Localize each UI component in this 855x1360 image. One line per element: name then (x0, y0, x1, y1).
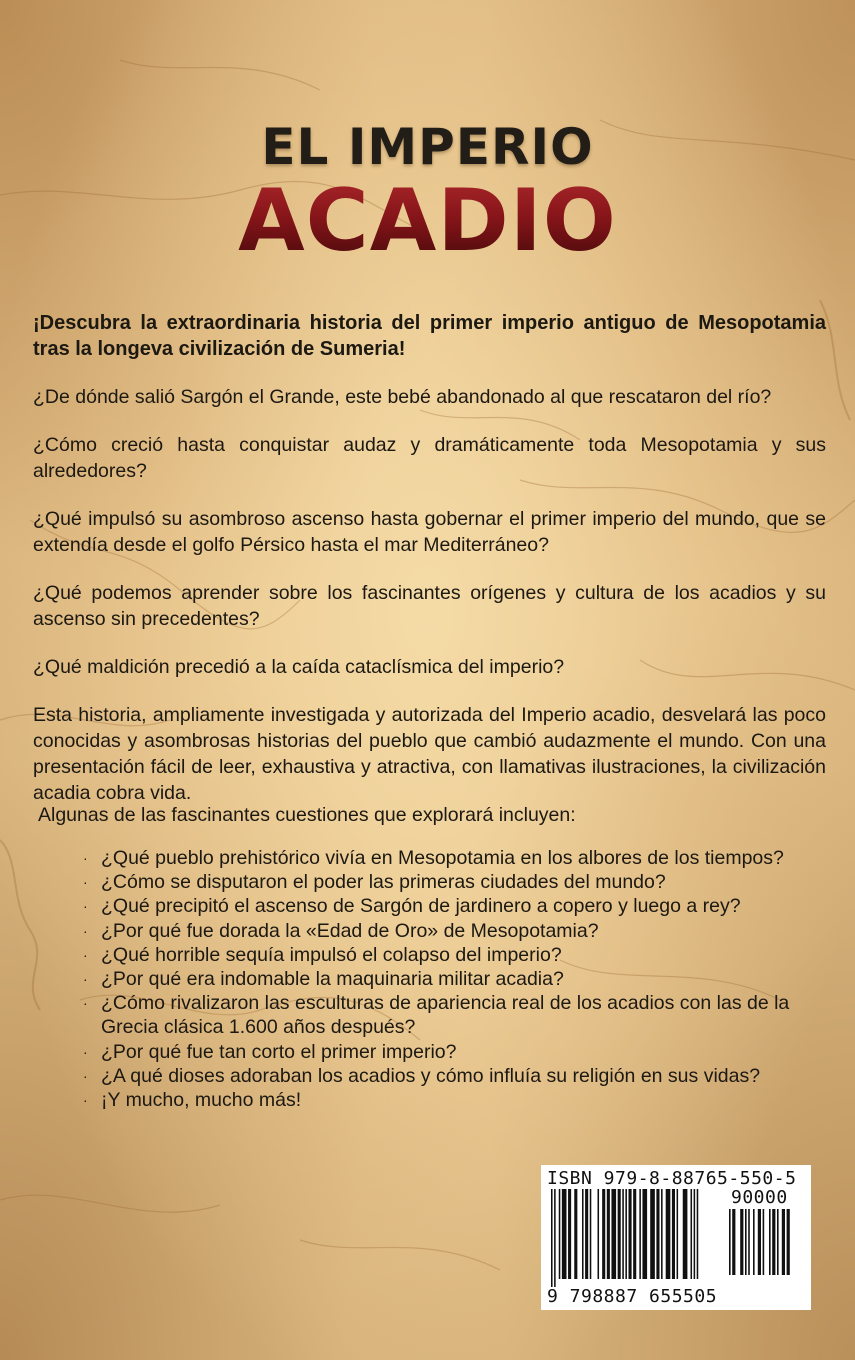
barcode-bar (598, 1189, 600, 1279)
list-item (83, 967, 813, 991)
barcode-bar (777, 1209, 779, 1275)
barcode-bar (585, 1189, 588, 1279)
barcode-bar (691, 1189, 693, 1279)
bullet-icon: · (83, 1067, 88, 1084)
barcode-bar (683, 1189, 688, 1279)
question-paragraph: ¿Qué maldición precedió a la caída cataclísmica del imperio? (33, 656, 565, 678)
list-item-text: ¿Qué horrible sequía impulsó el colapso del imperio? (101, 943, 562, 966)
barcode-bar (782, 1209, 785, 1275)
isbn-label: ISBN 979-8-88765-550-5 (547, 1168, 797, 1189)
title-line-2: ACADIO (0, 178, 855, 264)
bullet-icon: · (83, 1043, 88, 1060)
question-paragraph: ¿Qué impulsó su asombroso ascenso hasta gobernar el primer imperio del mundo, que se extendía desde el golfo Pérsico hasta el mar Mediterráneo? (33, 508, 826, 556)
question-paragraph: ¿De dónde salió Sargón el Grande, este bebé abandonado al que rescataron del río? (33, 386, 772, 408)
barcode-bar (772, 1209, 775, 1275)
addon-bars-icon (729, 1209, 803, 1283)
barcode-bar (748, 1209, 750, 1275)
list-item (83, 919, 813, 943)
barcode-bar (753, 1209, 755, 1275)
barcode-bar (672, 1189, 675, 1279)
barcode-bar (694, 1189, 696, 1279)
list-item (83, 1064, 813, 1088)
title-line-1: EL IMPERIO (261, 118, 594, 176)
barcode-bar (740, 1209, 743, 1275)
barcode-digits: 9 798887 655505 (547, 1286, 718, 1307)
barcode-bar (559, 1189, 561, 1279)
list-item-text: ¿Por qué fue tan corto el primer imperio? (101, 1040, 457, 1063)
bullet-list (83, 846, 813, 1112)
bullet-icon: · (83, 971, 88, 988)
barcode-bar (622, 1189, 624, 1279)
blurb (33, 310, 826, 806)
barcode-bar (554, 1189, 556, 1287)
barcode-bar (732, 1209, 735, 1275)
intro-paragraph: ¡Descubra la extraordinaria historia del primer imperio antiguo de Mesopotamia tras la longeva civilización de Sumeria! (33, 312, 826, 360)
bullet-icon: · (83, 946, 88, 963)
list-item-text: ¿Cómo se disputaron el poder las primeras ciudades del mundo? (101, 871, 666, 894)
barcode-bar (602, 1189, 605, 1279)
barcode-bar (629, 1189, 632, 1279)
barcode-bar (697, 1189, 699, 1279)
barcode-bar (758, 1209, 761, 1275)
bullet-icon: · (83, 874, 88, 891)
barcode-bar (650, 1189, 655, 1279)
barcode-bars-icon (551, 1189, 721, 1287)
description-paragraph: Esta historia, ampliamente investigada y autorizada del Imperio acadio, desvelará las poco conocidas y asombrosas historias del pueblo que cambió audazmente el mundo. Con una presentación fácil de leer, exhaustiva y atractiva, con llamativas ilustraciones, la civilización acadia cobra vida. (33, 704, 826, 804)
barcode-bar (763, 1209, 765, 1275)
list-item (83, 894, 813, 918)
barcode-bar (633, 1189, 636, 1279)
price-code: 90000 (731, 1187, 788, 1208)
list-item-text: ¿A qué dioses adoraban los acadios y cómo influía su religión en sus vidas? (101, 1064, 761, 1087)
barcode-bar (661, 1189, 663, 1279)
list-item-text: ¡Y mucho, mucho más! (101, 1089, 302, 1112)
bullet-icon: · (83, 1092, 88, 1109)
barcode-bar (656, 1189, 659, 1279)
barcode-bar (574, 1189, 577, 1279)
barcode-bar (677, 1189, 679, 1279)
list-item (83, 1088, 813, 1112)
barcode-bar (607, 1189, 610, 1279)
barcode-bar (666, 1189, 671, 1279)
question-paragraph: ¿Qué podemos aprender sobre los fascinantes orígenes y cultura de los acadios y su ascenso sin precedentes? (33, 582, 826, 630)
bullet-icon: · (83, 922, 88, 939)
barcode-bar (582, 1189, 584, 1279)
barcode-bar (625, 1189, 627, 1279)
barcode-bar (562, 1189, 567, 1279)
list-item (83, 846, 813, 870)
list-item-text: ¿Qué precipitó el ascenso de Sargón de jardinero a copero y luego a rey? (101, 895, 741, 918)
list-item (83, 943, 813, 967)
barcode-bar (551, 1189, 553, 1287)
barcode-bar (642, 1189, 647, 1279)
barcode-bar (618, 1189, 621, 1279)
barcode-bar (568, 1189, 571, 1279)
list-item-text: ¿Por qué fue dorada la «Edad de Oro» de Mesopotamia? (101, 919, 599, 942)
isbn-barcode (541, 1165, 811, 1310)
list-item (83, 870, 813, 894)
barcode-bar (639, 1189, 641, 1279)
list-item-text: ¿Por qué era indomable la maquinaria militar acadia? (101, 968, 564, 991)
barcode-bar (769, 1209, 771, 1275)
bullet-icon: · (83, 995, 88, 1012)
barcode-bar (611, 1189, 616, 1279)
barcode-bar (729, 1209, 731, 1275)
subheading: Algunas de las fascinantes cuestiones que explorará incluyen: (38, 804, 576, 826)
list-item (83, 991, 813, 1039)
list-item-text: ¿Cómo rivalizaron las esculturas de apariencia real de los acadios con las de la Grecia clásica 1.600 años después? (101, 992, 790, 1039)
barcode-bar (787, 1209, 790, 1275)
list-item (83, 1040, 813, 1064)
question-paragraph: ¿Cómo creció hasta conquistar audaz y dramáticamente toda Mesopotamia y sus alrededores? (33, 434, 826, 482)
barcode-bar (590, 1189, 592, 1279)
list-item-text: ¿Qué pueblo prehistórico vivía en Mesopotamia en los albores de los tiempos? (101, 847, 784, 869)
barcode-bar (745, 1209, 747, 1275)
bullet-icon: · (83, 850, 88, 866)
bullet-icon: · (83, 898, 88, 915)
